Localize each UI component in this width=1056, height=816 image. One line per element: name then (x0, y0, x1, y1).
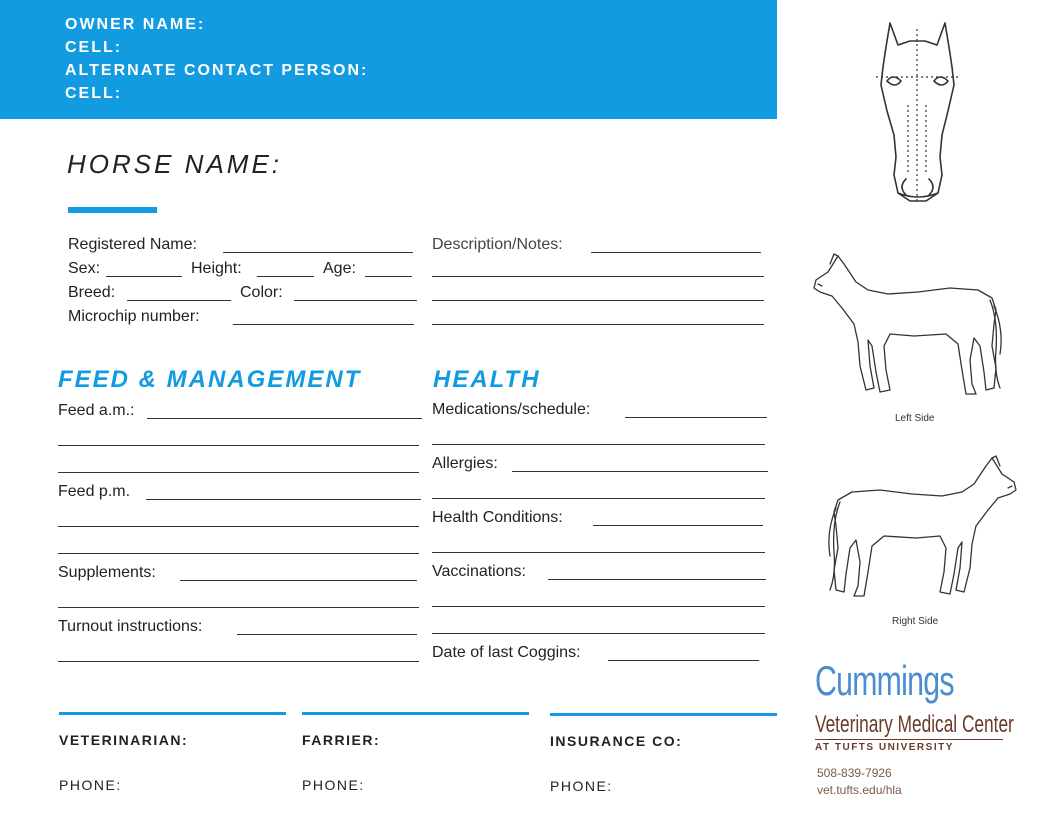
insurance-bar (550, 713, 777, 716)
horse-name-label: HORSE NAME: (67, 149, 283, 179)
turnout-label: Turnout instructions: (58, 618, 203, 635)
allergies-line-1[interactable] (512, 471, 768, 472)
left-side-caption: Left Side (895, 413, 935, 424)
health-conditions-line-1[interactable] (593, 525, 763, 526)
feed-pm-line-1[interactable] (146, 499, 421, 500)
farrier-label: FARRIER: (302, 732, 381, 748)
microchip-label: Microchip number: (68, 308, 200, 325)
feed-pm-line-3[interactable] (58, 553, 419, 554)
supplements-line-1[interactable] (180, 580, 417, 581)
cummings-logo: Cummings (815, 657, 954, 704)
height-label: Height: (191, 260, 242, 277)
farrier-bar (302, 712, 529, 715)
horse-right-side-diagram (825, 452, 1020, 604)
health-conditions-label: Health Conditions: (432, 509, 563, 526)
description-line-2[interactable] (432, 276, 764, 277)
health-conditions-line-2[interactable] (432, 552, 765, 553)
feed-management-title: FEED & MANAGEMENT (58, 366, 362, 393)
contact-url[interactable]: vet.tufts.edu/hla (817, 783, 902, 797)
color-line[interactable] (294, 300, 417, 301)
owner-name-label: OWNER NAME: (65, 16, 206, 33)
allergies-label: Allergies: (432, 455, 498, 472)
horse-left-side-diagram (810, 250, 1005, 402)
cell-label: CELL: (65, 39, 123, 56)
logo-divider (815, 739, 1003, 740)
breed-label: Breed: (68, 284, 116, 301)
supplements-line-2[interactable] (58, 607, 419, 608)
allergies-line-2[interactable] (432, 498, 765, 499)
veterinarian-phone-label: PHONE: (59, 777, 122, 793)
vaccinations-line-1[interactable] (548, 579, 766, 580)
farrier-phone-label: PHONE: (302, 777, 365, 793)
medications-line-2[interactable] (432, 444, 765, 445)
vmc-logo-text: Veterinary Medical Center (815, 711, 1014, 738)
turnout-line-1[interactable] (237, 634, 417, 635)
microchip-line[interactable] (233, 324, 414, 325)
vaccinations-label: Vaccinations: (432, 563, 526, 580)
medications-label: Medications/schedule: (432, 401, 591, 418)
insurance-phone-label: PHONE: (550, 778, 613, 794)
feed-pm-label: Feed p.m. (58, 483, 131, 500)
coggins-label: Date of last Coggins: (432, 644, 581, 661)
feed-am-line-2[interactable] (58, 445, 419, 446)
turnout-line-2[interactable] (58, 661, 419, 662)
registered-name-label: Registered Name: (68, 236, 197, 253)
veterinarian-bar (59, 712, 286, 715)
description-line-4[interactable] (432, 324, 764, 325)
right-side-caption: Right Side (892, 616, 939, 627)
feed-am-label: Feed a.m.: (58, 402, 135, 419)
feed-am-line-3[interactable] (58, 472, 419, 473)
health-title: HEALTH (433, 366, 541, 393)
age-label: Age: (323, 260, 356, 277)
insurance-label: INSURANCE CO: (550, 733, 683, 749)
height-line[interactable] (257, 276, 314, 277)
tufts-logo-text: AT TUFTS UNIVERSITY (815, 742, 954, 753)
description-line-1[interactable] (591, 252, 761, 253)
vaccinations-line-3[interactable] (432, 633, 765, 634)
feed-am-line-1[interactable] (147, 418, 422, 419)
description-line-3[interactable] (432, 300, 764, 301)
coggins-line[interactable] (608, 660, 759, 661)
sex-line[interactable] (106, 276, 182, 277)
medications-line-1[interactable] (625, 417, 767, 418)
supplements-label: Supplements: (58, 564, 156, 581)
veterinarian-label: VETERINARIAN: (59, 732, 189, 748)
vaccinations-line-2[interactable] (432, 606, 765, 607)
alternate-cell-label: CELL: (65, 85, 123, 102)
feed-pm-line-2[interactable] (58, 526, 419, 527)
alternate-contact-label: ALTERNATE CONTACT PERSON: (65, 62, 369, 79)
breed-line[interactable] (127, 300, 231, 301)
description-label: Description/Notes: (432, 236, 563, 253)
sex-label: Sex: (68, 260, 101, 277)
owner-header-band (0, 0, 777, 119)
age-line[interactable] (365, 276, 412, 277)
contact-phone: 508-839-7926 (817, 766, 892, 780)
registered-name-line[interactable] (223, 252, 413, 253)
title-accent-bar (68, 207, 157, 213)
color-label: Color: (240, 284, 283, 301)
horse-head-diagram (870, 15, 965, 205)
